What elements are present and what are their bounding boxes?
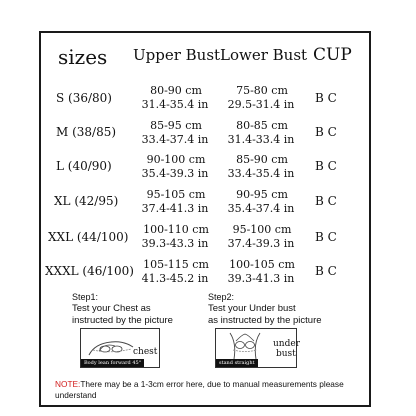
header-lower-bust: Lower Bust [220, 46, 308, 64]
row-upper-cm: 90-100 cm [146, 153, 206, 166]
row-lower-cm: 85-90 cm [236, 153, 288, 166]
row-lower-in: 33.4-35.4 in [227, 167, 295, 180]
row-lower-in: 31.4-33.4 in [227, 133, 295, 146]
row-upper-in: 31.4-35.4 in [141, 98, 209, 111]
underbust-tag-line2: bust [276, 349, 296, 359]
row-size-l: L (40/90) [56, 159, 112, 173]
note-body: There may be a 1-3cm error here, due to manual measurements please understand [55, 379, 344, 400]
chest-tag: chest [133, 347, 158, 357]
note-label: NOTE: [55, 379, 81, 389]
row-lower-cm: 90-95 cm [236, 188, 288, 201]
chest-caption: Body lean forward 45° [81, 359, 144, 367]
row-upper-cm: 85-95 cm [150, 119, 202, 132]
header-sizes: sizes [58, 45, 108, 69]
step2-line1: Test your Under bust [208, 303, 296, 314]
underbust-measure-illustration [215, 328, 300, 368]
row-cup: B C [315, 125, 337, 139]
row-upper-in: 37.4-41.3 in [141, 202, 209, 215]
header-upper-bust: Upper Bust [133, 46, 221, 64]
row-upper-in: 33.4-37.4 in [141, 133, 209, 146]
row-lower-in: 37.4-39.3 in [227, 237, 295, 250]
row-cup: B C [315, 264, 337, 278]
row-upper-cm: 95-105 cm [146, 188, 206, 201]
chest-measure-illustration [80, 328, 160, 368]
step1-line1: Test your Chest as [72, 303, 151, 314]
row-lower-in: 35.4-37.4 in [227, 202, 295, 215]
row-cup: B C [315, 230, 337, 244]
row-upper-cm: 105-115 cm [143, 258, 209, 271]
row-cup: B C [315, 159, 337, 173]
row-upper-cm: 80-90 cm [150, 84, 202, 97]
row-cup: B C [315, 194, 337, 208]
row-size-s: S (36/80) [56, 91, 112, 105]
row-lower-cm: 95-100 cm [232, 223, 292, 236]
row-cup: B C [315, 91, 337, 105]
step2-line2: as instructed by the picture [208, 315, 322, 326]
step2-title: Step2: [208, 292, 235, 302]
row-size-xxxl: XXXL (46/100) [45, 264, 134, 278]
row-size-xl: XL (42/95) [54, 194, 119, 208]
underbust-tag-line1: under [273, 339, 300, 349]
row-upper-in: 39.3-43.3 in [141, 237, 209, 250]
row-lower-cm: 100-105 cm [229, 258, 295, 271]
row-lower-in: 39.3-41.3 in [227, 272, 295, 285]
row-upper-cm: 100-110 cm [143, 223, 209, 236]
row-size-m: M (38/85) [56, 125, 117, 139]
row-lower-in: 29.5-31.4 in [227, 98, 295, 111]
step1-line2: instructed by the picture [72, 315, 173, 326]
note-text [55, 379, 355, 401]
row-lower-cm: 80-85 cm [236, 119, 288, 132]
row-lower-cm: 75-80 cm [236, 84, 288, 97]
row-upper-in: 41.3-45.2 in [141, 272, 209, 285]
row-size-xxl: XXL (44/100) [48, 230, 129, 244]
underbust-caption: stand straight [216, 359, 258, 367]
header-cup: CUP [313, 45, 352, 65]
row-upper-in: 35.4-39.3 in [141, 167, 209, 180]
step1-title: Step1: [72, 292, 99, 302]
